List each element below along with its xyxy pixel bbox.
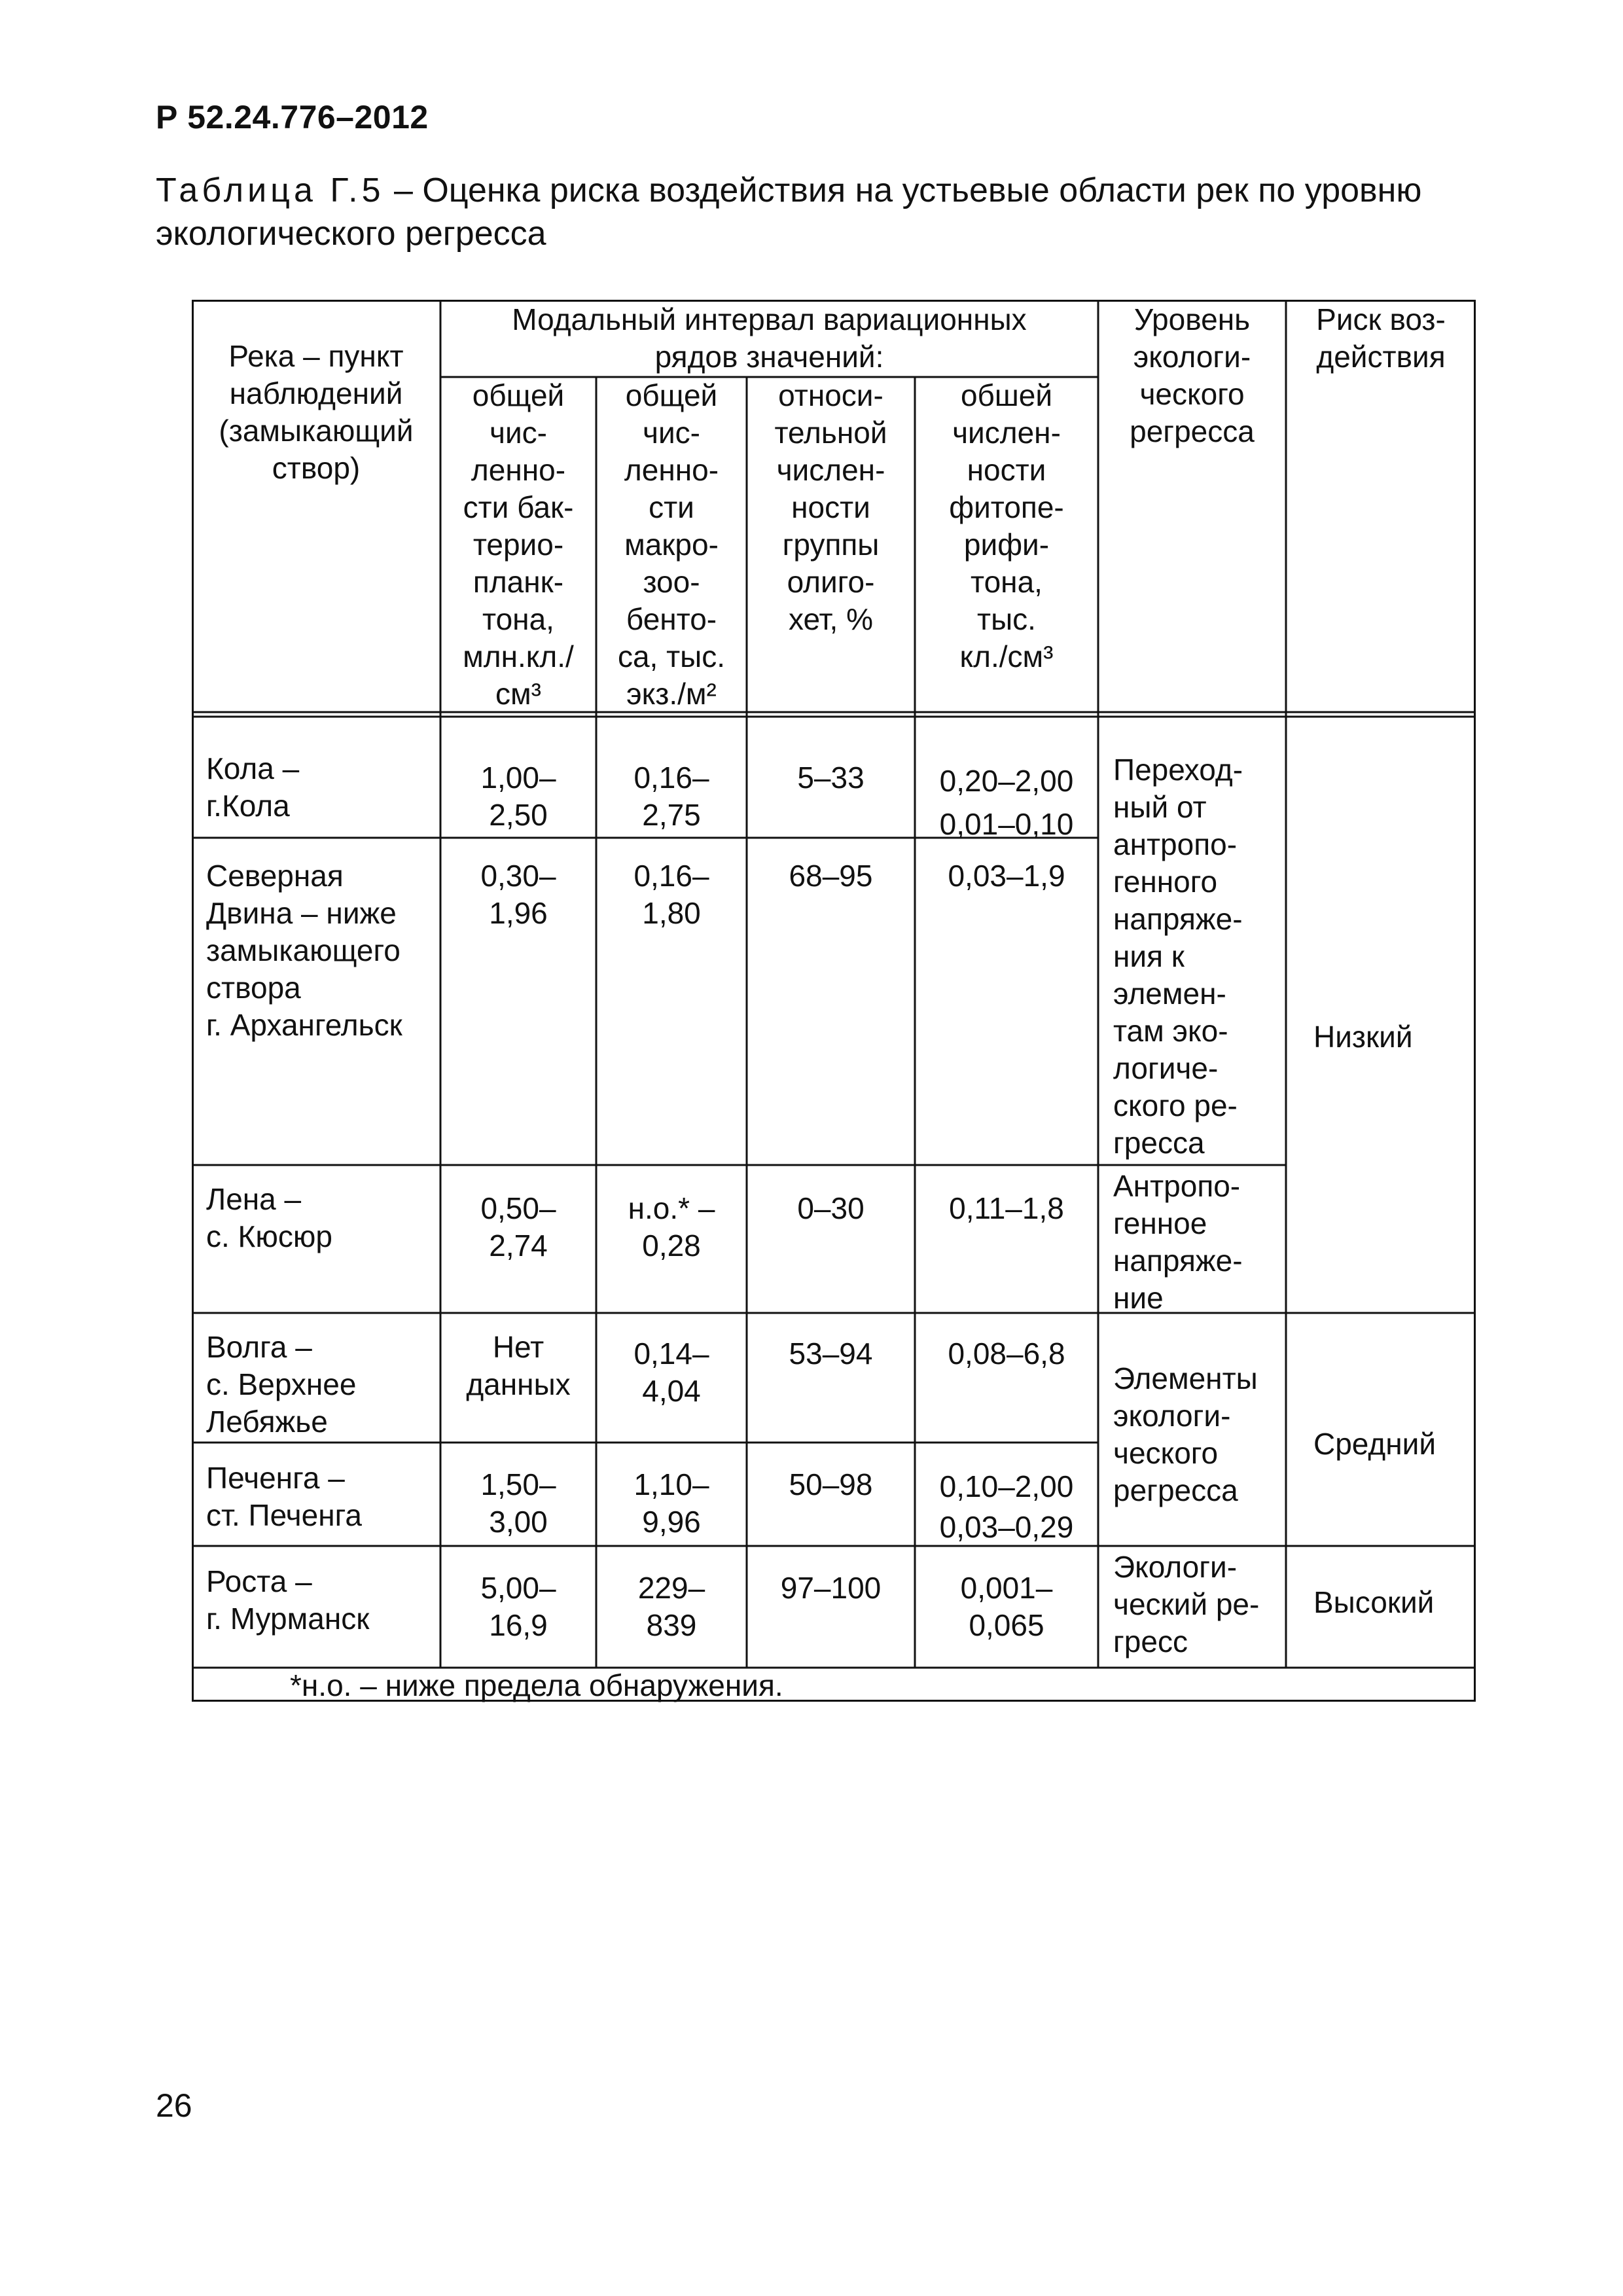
row-kola-oligo: 5–33 (797, 761, 865, 795)
row-volga-macro: 0,14– 4,04 (633, 1336, 709, 1408)
row-volga-bacterio: Нет данных (466, 1330, 571, 1401)
level-regress-elements: Элементы экологи- ческого регресса (1113, 1361, 1258, 1507)
table-caption: Таблица Г.5 (156, 171, 385, 209)
row-lena-phyto: 0,11–1,8 (949, 1191, 1064, 1225)
risk-low: Низкий (1313, 1020, 1413, 1054)
row-lena-river: Лена – с. Кюсюр (206, 1182, 332, 1253)
row-kola-phyto: 0,20–2,00 0,01–0,10 (939, 764, 1074, 841)
document-code: Р 52.24.776–2012 (156, 99, 429, 135)
row-kola-macro: 0,16– 2,75 (633, 761, 709, 832)
row-lena-bacterio: 0,50– 2,74 (480, 1191, 556, 1263)
page-number: 26 (156, 2087, 192, 2124)
level-transitional: Переход- ный от антропо- генного напряже- ния к элемен- там эко- логиче- ского ре- гресса (1113, 753, 1243, 1160)
header-river: Река – пункт наблюдений (замыкающий створ) (219, 339, 414, 485)
header-oligochaetes: относи- тельной числен- ности группы олиго- хет, % (774, 378, 887, 636)
row-pechenga-river: Печенга – ст. Печенга (206, 1461, 362, 1532)
row-rosta-river: Роста – г. Мурманск (206, 1564, 370, 1636)
row-rosta-phyto: 0,001– 0,065 (960, 1571, 1053, 1642)
row-volga-river: Волга – с. Верхнее Лебяжье (206, 1330, 357, 1439)
header-impact-risk: Риск воз- действия (1316, 302, 1446, 374)
row-volga-phyto: 0,08–6,8 (948, 1336, 1065, 1371)
level-anthropogenic: Антропо- генное напряже- ние (1113, 1169, 1243, 1315)
table-title-text: – Оценка риска воздействия на устьевые области рек по уровню экологического регресса (156, 171, 1422, 253)
header-phytoperiphyton: обшей числен- ности фитопе- рифи- тона, тыс. кл./см³ (949, 378, 1064, 673)
risk-high: Высокий (1313, 1585, 1435, 1619)
row-lena-oligo: 0–30 (797, 1191, 865, 1225)
table-footnote: *н.о. – ниже предела обнаружения. (290, 1668, 783, 1702)
header-bacterioplankton: общей чис- ленно- сти бак- терио- планк- тона, млн.кл./ см³ (463, 378, 574, 711)
table-title (156, 169, 1497, 255)
row-rosta-bacterio: 5,00– 16,9 (480, 1571, 556, 1642)
row-pechenga-macro: 1,10– 9,96 (633, 1467, 709, 1539)
row-dvina-river: Северная Двина – ниже замыкающего створа г. Архангельск (206, 859, 402, 1042)
row-dvina-phyto: 0,03–1,9 (948, 859, 1065, 893)
header-regress-level: Уровень экологи- ческого регресса (1130, 302, 1255, 448)
level-ecological-regress: Экологи- ческий ре- гресс (1113, 1550, 1260, 1659)
row-dvina-bacterio: 0,30– 1,96 (480, 859, 556, 930)
row-volga-oligo: 53–94 (789, 1336, 873, 1371)
risk-medium: Средний (1313, 1427, 1436, 1461)
risk-table (192, 300, 1476, 1702)
row-rosta-oligo: 97–100 (780, 1571, 882, 1605)
header-macrozoobenthos: общей чис- ленно- сти макро- зоо- бенто- са, тыс. экз./м² (617, 378, 726, 711)
row-pechenga-oligo: 50–98 (789, 1467, 873, 1501)
header-modal-interval: Модальный интервал вариационных рядов значений: (512, 302, 1027, 374)
row-pechenga-phyto: 0,10–2,00 0,03–0,29 (939, 1469, 1074, 1544)
row-pechenga-bacterio: 1,50– 3,00 (480, 1467, 556, 1539)
row-dvina-macro: 0,16– 1,80 (633, 859, 709, 930)
row-dvina-oligo: 68–95 (789, 859, 873, 893)
row-rosta-macro: 229– 839 (637, 1571, 705, 1642)
row-kola-river: Кола – г.Кола (206, 751, 300, 823)
row-lena-macro: н.о.* – 0,28 (628, 1191, 715, 1263)
row-kola-bacterio: 1,00– 2,50 (480, 761, 556, 832)
